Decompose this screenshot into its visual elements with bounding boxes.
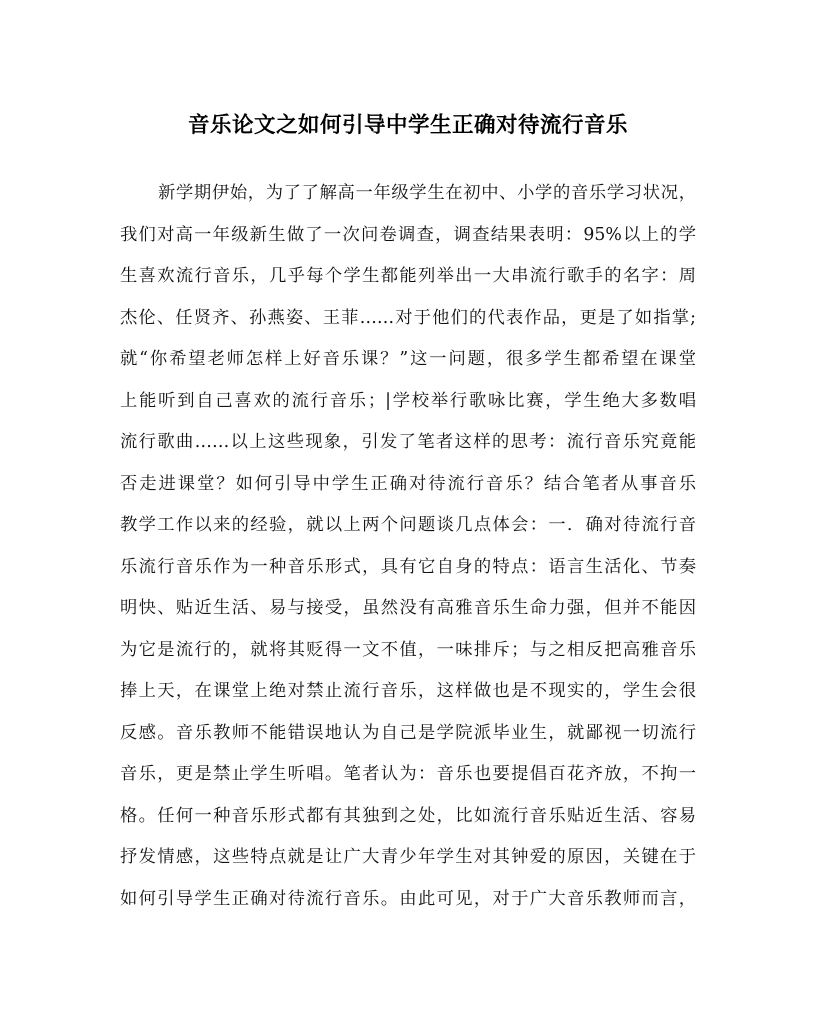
text-line: 我们对高一年级新生做了一次问卷调查，调查结果表明：95%以上的学 bbox=[120, 224, 696, 245]
text-line: 乐流行音乐作为一种音乐形式，具有它自身的特点：语言生活化、节奏 bbox=[120, 556, 696, 577]
text-line: 明快、贴近生活、易与接受，虽然没有高雅音乐生命力强，但并不能因 bbox=[120, 598, 696, 618]
text-line: 否走进课堂？如何引导中学生正确对待流行音乐？结合笔者从事音乐 bbox=[120, 473, 696, 494]
text-line: 音乐，更是禁止学生听唱。笔者认为：音乐也要提倡百花齐放，不拘一 bbox=[120, 764, 696, 784]
text-line: 为它是流行的，就将其贬得一文不值，一味排斥；与之相反把高雅音乐 bbox=[120, 639, 696, 660]
text-line: 生喜欢流行音乐，几乎每个学生都能列举出一大串流行歌手的名字：周 bbox=[120, 266, 696, 286]
document-title: 音乐论文之如何引导中学生正确对待流行音乐 bbox=[187, 113, 628, 138]
body-paragraph bbox=[120, 173, 696, 920]
text-line: 格。任何一种音乐形式都有其独到之处，比如流行音乐贴近生活、容易 bbox=[120, 805, 696, 826]
text-line: 上能听到自己喜欢的流行音乐；|学校举行歌咏比赛，学生绝大多数唱 bbox=[120, 390, 696, 411]
text-line: 新学期伊始，为了了解高一年级学生在初中、小学的音乐学习状况， bbox=[158, 183, 696, 203]
text-line: 就“你希望老师怎样上好音乐课？”这一问题，很多学生都希望在课堂 bbox=[120, 349, 696, 369]
text-line: 如何引导学生正确对待流行音乐。由此可见，对于广大音乐教师而言， bbox=[120, 888, 696, 909]
text-line: 反感。音乐教师不能错误地认为自己是学院派毕业生，就鄙视一切流行 bbox=[120, 722, 696, 743]
text-line: 流行歌曲……以上这些现象，引发了笔者这样的思考：流行音乐究竟能 bbox=[120, 432, 696, 452]
text-line: 抒发情感，这些特点就是让广大青少年学生对其钟爱的原因，关键在于 bbox=[120, 847, 696, 867]
text-line: 杰伦、任贤齐、孙燕姿、王菲……对于他们的代表作品，更是了如指掌; bbox=[120, 307, 696, 328]
text-line: 教学工作以来的经验，就以上两个问题谈几点体会：一．确对待流行音 bbox=[120, 515, 696, 535]
text-line: 捧上天，在课堂上绝对禁止流行音乐，这样做也是不现实的，学生会很 bbox=[120, 681, 696, 701]
